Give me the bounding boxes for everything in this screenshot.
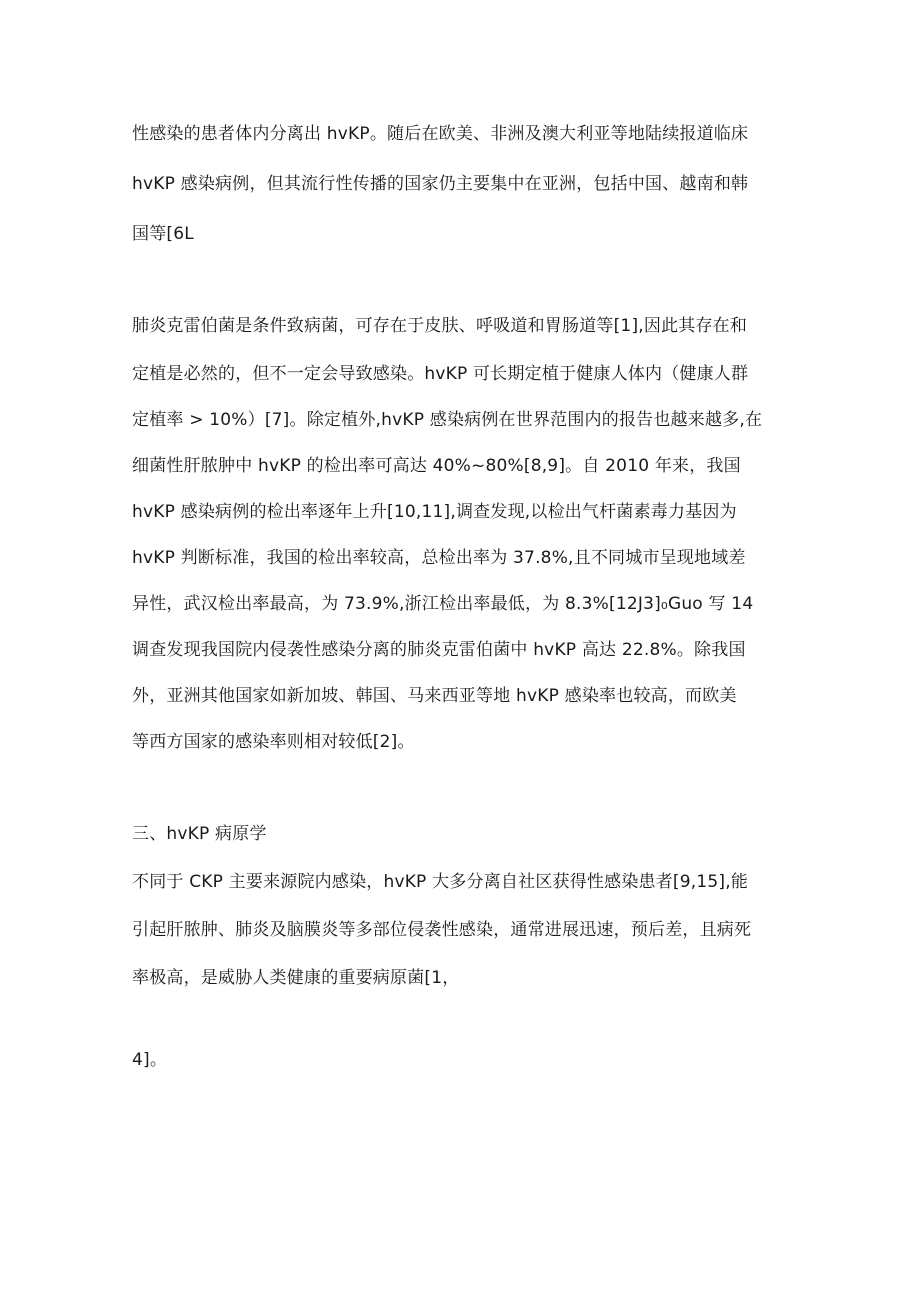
text-line: 调查发现我国院内侵袭性感染分离的肺炎克雷伯菌中 hvKP 高达 22.8%。除我国 xyxy=(132,640,746,660)
text-line: hvKP 判断标准，我国的检出率较高，总检出率为 37.8%,且不同城市呈现地域差 xyxy=(132,548,746,568)
text-line: 细菌性肝脓肿中 hvKP 的检出率可高达 40%~80%[8,9]。自 2010 年来，我国 xyxy=(132,456,741,476)
text-line: hvKP 感染病例，但其流行性传播的国家仍主要集中在亚洲，包括中国、越南和韩 xyxy=(132,174,749,194)
text-line: 国等[6L xyxy=(132,224,194,244)
section-heading: 三、hvKP 病原学 xyxy=(132,824,267,844)
text-line: 肺炎克雷伯菌是条件致病菌，可存在于皮肤、呼吸道和胃肠道等[1],因此其存在和 xyxy=(132,316,748,336)
text-line: 不同于 CKP 主要来源院内感染，hvKP 大多分离自社区获得性感染患者[9,15],能 xyxy=(132,872,749,892)
text-line: 异性，武汉检出率最高，为 73.9%,浙江检出率最低，为 8.3%[12J3]₀Guo 写 14 xyxy=(132,594,754,614)
text-line: hvKP 感染病例的检出率逐年上升[10,11],调查发现,以检出气杆菌素毒力基因为 xyxy=(132,502,737,522)
text-line: 定植是必然的，但不一定会导致感染。hvKP 可长期定植于健康人体内（健康人群 xyxy=(132,364,749,384)
text-line: 率极高，是威胁人类健康的重要病原菌[1， xyxy=(132,968,460,988)
text-line: 等西方国家的感染率则相对较低[2]。 xyxy=(132,732,415,752)
text-line: 4]。 xyxy=(132,1050,168,1070)
text-line: 定植率 > 10%）[7]。除定植外,hvKP 感染病例在世界范围内的报告也越来越多,在 xyxy=(132,410,763,430)
text-line: 引起肝脓肿、肺炎及脑膜炎等多部位侵袭性感染，通常进展迅速，预后差，且病死 xyxy=(132,920,752,940)
text-line: 外，亚洲其他国家如新加坡、韩国、马来西亚等地 hvKP 感染率也较高，而欧美 xyxy=(132,686,737,706)
text-line: 性感染的患者体内分离出 hvKP。随后在欧美、非洲及澳大利亚等地陆续报道临床 xyxy=(132,124,749,144)
